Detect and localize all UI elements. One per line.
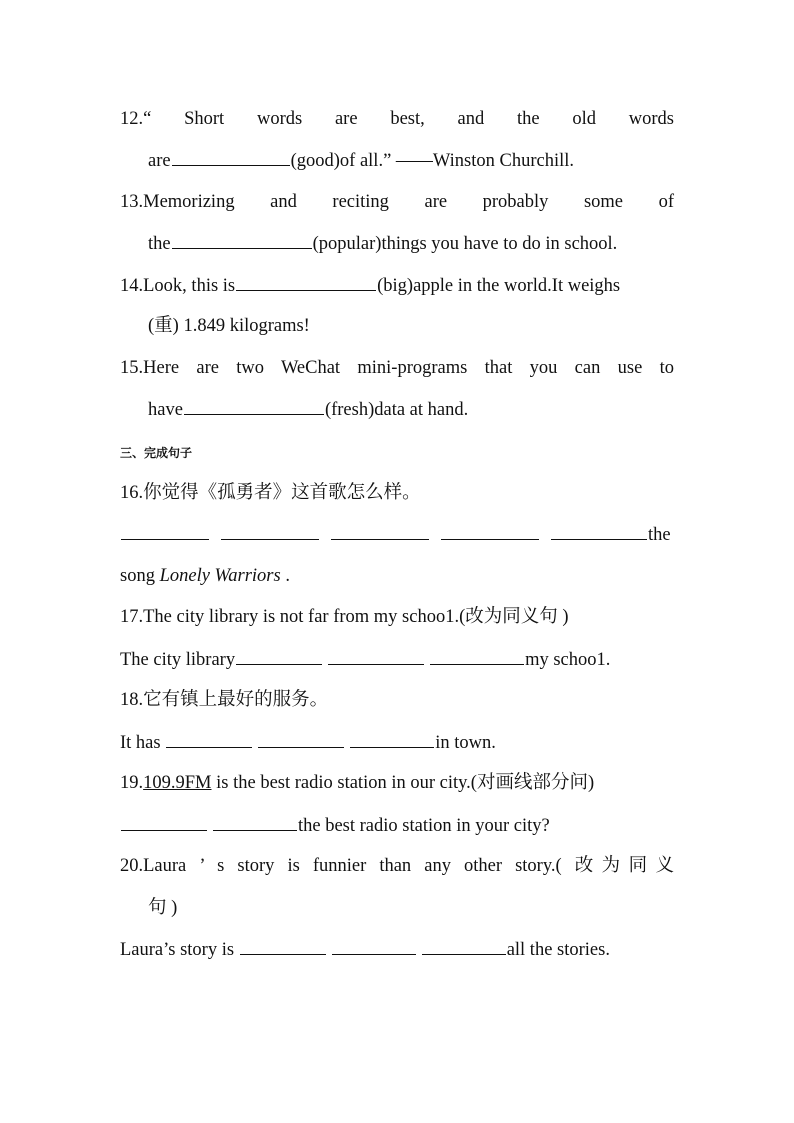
q19-number: 19. — [120, 773, 144, 793]
q16-blank-1[interactable] — [121, 522, 209, 540]
q16-line2 — [120, 522, 674, 547]
q20-blank-2[interactable] — [332, 937, 416, 955]
q16-tail: the — [648, 525, 671, 545]
q20-blank-3[interactable] — [422, 937, 506, 955]
q17-blank-3[interactable] — [430, 647, 524, 665]
q18-prefix: It has — [120, 733, 166, 753]
q20-line2 — [120, 937, 674, 962]
section-heading: 三、完成句子 — [120, 446, 193, 460]
q14-prefix: 14.Look, this is — [120, 276, 236, 296]
q17-blank-2[interactable] — [328, 647, 424, 665]
q15-prefix: have — [148, 400, 183, 420]
q13-line2 — [148, 231, 674, 256]
q12-suffix: (good)of all.” ——Winston Churchill. — [290, 151, 574, 171]
q16-song-title: Lonely Warriors — [159, 566, 281, 586]
q19-blank-2[interactable] — [213, 813, 297, 831]
q15-suffix: (fresh)data at hand. — [324, 400, 469, 420]
q18-line2 — [120, 730, 674, 755]
q18-line1: 18.它有镇上最好的服务。 — [120, 690, 329, 710]
q18-blank-3[interactable] — [350, 730, 434, 748]
q19-underlined-part: 109.9FM — [143, 773, 212, 793]
q16-blank-2[interactable] — [221, 522, 319, 540]
q16-blank-4[interactable] — [441, 522, 539, 540]
q14-suffix: (big)apple in the world.It weighs — [377, 276, 621, 296]
q13-prefix: the — [148, 234, 171, 254]
q19-blank-1[interactable] — [121, 813, 207, 831]
q13-suffix: (popular)things you have to do in school. — [312, 234, 618, 254]
q16-song-suffix: . — [280, 566, 290, 586]
q17-suffix: my schoo1. — [525, 650, 611, 670]
q20-suffix: all the stories. — [506, 940, 610, 960]
q14-line2: (重) 1.849 kilograms! — [148, 316, 310, 336]
q19-line2 — [120, 813, 674, 838]
q19-line1 — [120, 771, 674, 795]
q16-line3 — [120, 564, 674, 588]
q19-rest: is the best radio station in our city.(对画线部分问) — [211, 773, 595, 793]
q18-blank-2[interactable] — [258, 730, 344, 748]
q13-line1: 13.Memorizing and reciting are probably some of — [120, 192, 674, 212]
q17-prefix: The city library — [120, 650, 236, 670]
q18-suffix: in town. — [435, 733, 496, 753]
q17-line1: 17.The city library is not far from my schoo1.(改为同义句 ) — [120, 607, 569, 627]
q12-line1: 12.“ Short words are best, and the old words — [120, 109, 674, 129]
q15-line2 — [148, 397, 674, 422]
q12-line2 — [148, 148, 674, 173]
q20-blank-1[interactable] — [240, 937, 326, 955]
q16-blank-5[interactable] — [551, 522, 647, 540]
q17-line2 — [120, 647, 674, 672]
q16-song-prefix: song — [120, 566, 160, 586]
q18-blank-1[interactable] — [166, 730, 252, 748]
q16-line1: 16.你觉得《孤勇者》这首歌怎么样。 — [120, 483, 421, 503]
q12-blank[interactable] — [172, 148, 290, 166]
q20-line1: 20.Laura ’ s story is funnier than any other story.( 改为同义 — [120, 856, 674, 876]
q13-blank[interactable] — [172, 231, 312, 249]
q15-blank[interactable] — [184, 397, 324, 415]
q14-blank[interactable] — [236, 273, 376, 291]
q19-suffix: the best radio station in your city? — [298, 816, 550, 836]
q14-line1 — [120, 273, 674, 298]
q17-blank-1[interactable] — [236, 647, 322, 665]
q15-line1: 15.Here are two WeChat mini-programs that you can use to — [120, 358, 674, 378]
q20-line1b: 句 ) — [148, 898, 178, 918]
q16-blank-3[interactable] — [331, 522, 429, 540]
q12-prefix: are — [148, 151, 171, 171]
q20-prefix: Laura’s story is — [120, 940, 239, 960]
